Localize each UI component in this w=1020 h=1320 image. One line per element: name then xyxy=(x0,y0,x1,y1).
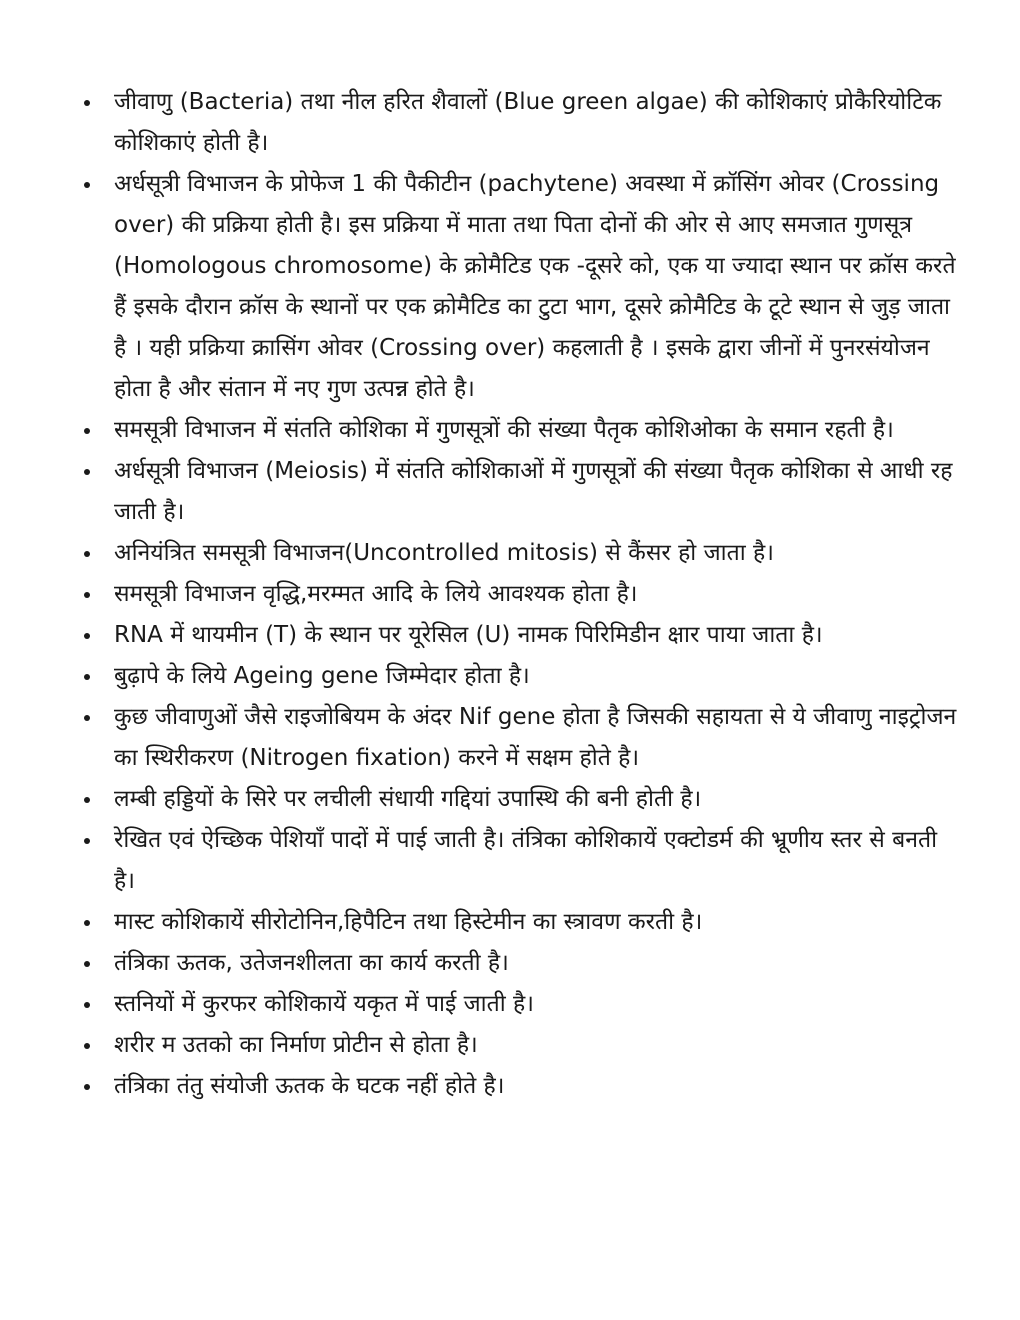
list-item-text: रेखित एवं ऐच्छिक पेशियाँ पादों में पाई जाती है। तंत्रिका कोशिकायें एक्टोडर्म की भ्रूणीय स्तर से बनती है। xyxy=(114,827,938,894)
bullet-icon xyxy=(84,182,90,188)
list-item-text: अनियंत्रित समसूत्री विभाजन(Uncontrolled mitosis) से कैंसर हो जाता है। xyxy=(114,540,774,566)
list-item xyxy=(84,820,960,902)
bullet-icon xyxy=(84,961,90,967)
list-item-text: स्तनियों में कुरफर कोशिकायें यकृत में पाई जाती है। xyxy=(114,991,534,1017)
bullet-icon xyxy=(84,920,90,926)
list-item xyxy=(84,697,960,779)
bullet-icon xyxy=(84,715,90,721)
list-item-text: तंत्रिका ऊतक, उतेजनशीलता का कार्य करती है। xyxy=(114,950,509,976)
list-item-text: कुछ जीवाणुओं जैसे राइजोबियम के अंदर Nif gene होता है जिसकी सहायता से ये जीवाणु नाइट्रोजन का स्थिरीकरण (Nitrogen fixation) करने में सक्षम होते है। xyxy=(114,704,957,771)
list-item xyxy=(84,902,960,943)
list-item xyxy=(84,1066,960,1107)
list-item xyxy=(84,410,960,451)
list-item-text: समसूत्री विभाजन वृद्धि,मरम्मत आदि के लिये आवश्यक होता है। xyxy=(114,581,638,607)
list-item xyxy=(84,779,960,820)
list-item xyxy=(84,656,960,697)
list-item xyxy=(84,984,960,1025)
list-item-text: अर्धसूत्री विभाजन (Meiosis) में संतति कोशिकाओं में गुणसूत्रों की संख्या पैतृक कोशिका से आधी रह जाती है। xyxy=(114,458,953,525)
bullet-icon xyxy=(84,1043,90,1049)
bullet-icon xyxy=(84,551,90,557)
bullet-icon xyxy=(84,592,90,598)
bullet-icon xyxy=(84,797,90,803)
bullet-icon xyxy=(84,838,90,844)
list-item-text: लम्बी हड्डियों के सिरे पर लचीली संधायी गद्दियां उपास्थि की बनी होती है। xyxy=(114,786,702,812)
list-item xyxy=(84,615,960,656)
bullet-icon xyxy=(84,633,90,639)
list-item-text: RNA में थायमीन (T) के स्थान पर यूरेसिल (U) नामक पिरिमिडीन क्षार पाया जाता है। xyxy=(114,622,823,648)
bullet-icon xyxy=(84,469,90,475)
list-item xyxy=(84,451,960,533)
bullet-list xyxy=(84,82,960,1107)
list-item-text: बुढ़ापे के लिये Ageing gene जिम्मेदार होता है। xyxy=(114,663,530,689)
bullet-icon xyxy=(84,428,90,434)
list-item-text: शरीर म उतको का निर्माण प्रोटीन से होता है। xyxy=(114,1032,478,1058)
list-item xyxy=(84,943,960,984)
list-item xyxy=(84,82,960,164)
list-item xyxy=(84,1025,960,1066)
list-item-text: मास्ट कोशिकायें सीरोटोनिन,हिपैटिन तथा हिस्टेमीन का स्त्रावण करती है। xyxy=(114,909,703,935)
list-item-text: अर्धसूत्री विभाजन के प्रोफेज 1 की पैकीटीन (pachytene) अवस्था में क्रॉसिंग ओवर (Crossing over) की प्रक्रिया होती है। इस प्रक्रिया में माता तथा पिता दोनों की ओर से आए समजात गुणसूत्र (Homologous chromosome) के क्रोमैटिड एक -दूसरे को, एक या ज्यादा स्थान पर क्रॉस करते हैं इसके दौरान क्रॉस के स्थानों पर एक क्रोमैटिड का टुटा भाग, दूसरे क्रोमैटिड के टूटे स्थान से जुड़ जाता है । यही प्रक्रिया क्रासिंग ओवर (Crossing over) कहलाती है । इसके द्वारा जीनों में पुनरसंयोजन होता है और संतान में नए गुण उत्पन्न होते है। xyxy=(114,171,956,402)
bullet-icon xyxy=(84,100,90,106)
list-item-text: तंत्रिका तंतु संयोजी ऊतक के घटक नहीं होते है। xyxy=(114,1073,505,1099)
list-item xyxy=(84,164,960,410)
list-item-text: जीवाणु (Bacteria) तथा नील हरित शैवालों (Blue green algae) की कोशिकाएं प्रोकैरियोटिक कोशिकाएं होती है। xyxy=(114,89,942,156)
bullet-icon xyxy=(84,674,90,680)
list-item-text: समसूत्री विभाजन में संतति कोशिका में गुणसूत्रों की संख्या पैतृक कोशिओका के समान रहती है। xyxy=(114,417,894,443)
list-item xyxy=(84,574,960,615)
list-item xyxy=(84,533,960,574)
bullet-icon xyxy=(84,1002,90,1008)
bullet-icon xyxy=(84,1084,90,1090)
